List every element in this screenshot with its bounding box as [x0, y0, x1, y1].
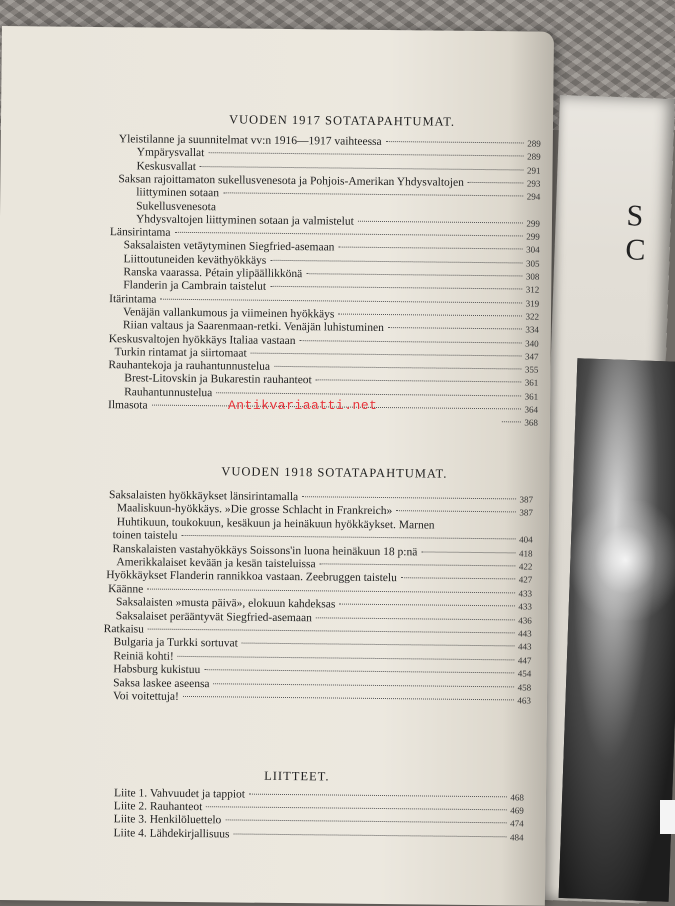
dot-leader [214, 683, 514, 687]
toc-page-number: 484 [509, 831, 524, 843]
toc-entry [498, 417, 538, 430]
toc-entry-title: Saksalaisten »musta päivä», elokuun kahdeksas [115, 596, 336, 611]
toc-page-number: 299 [526, 218, 541, 229]
toc-page-number: 294 [526, 191, 541, 202]
toc-page-number: 319 [525, 298, 540, 309]
toc-entry-title: Voi voitettuja! [112, 690, 179, 703]
toc-entry-title: Ranska vaarassa. Pétain ylipäällikkönä [123, 266, 303, 281]
toc-page-number: 368 [524, 417, 538, 428]
toc-page-number: 436 [518, 615, 532, 626]
toc-page-number: 322 [525, 311, 540, 322]
toc-entry-title: Liite 2. Rauhanteot [113, 800, 203, 814]
dot-leader [339, 604, 514, 607]
toc-entry-title: Yhdysvaltojen liittyminen sotaan ja valmistelut [135, 213, 354, 228]
toc-entry-title: Riian valtaus ja Saarenmaan-retki. Venäjän luhistuminen [122, 319, 384, 335]
toc-entry-title: Liite 1. Vahvuudet ja tappiot [113, 787, 246, 801]
toc-page-number: 469 [510, 805, 524, 816]
toc-entry-title: Turkin rintamat ja siirtomaat [114, 345, 247, 360]
toc-page-number: 291 [526, 165, 541, 176]
toc-page-number: 463 [517, 695, 532, 706]
toc-entry-title: Rauhantunnustelua [124, 385, 213, 399]
toc-page-number: 387 [519, 494, 534, 505]
toc-entry-title: Hyökkäykset Flanderin rannikkoa vastaan. Zeebruggen taistelu [106, 569, 397, 585]
dot-leader [183, 696, 514, 700]
dot-leader [300, 340, 522, 343]
toc-entry-title: Saksalaiset perääntyvät Siegfried-asemaan [115, 609, 312, 624]
toc-page-number: 308 [525, 271, 540, 282]
dot-leader [421, 551, 515, 553]
toc-entry-title: Keskusvaltojen hyökkäys Italiaa vastaan [108, 332, 296, 347]
toc-page-number: 293 [526, 178, 541, 189]
toc-entry-title: Ratkaisu [103, 623, 145, 636]
toc-entry-title: Huhtikuun, toukokuun, kesäkuun ja heinäkuun hyökkäykset. Marnen [116, 516, 435, 532]
toc-entry-title: Yleistilanne ja suunnitelmat vv:n 1916—1917 vaihteessa [118, 133, 382, 148]
dot-leader [147, 588, 514, 593]
toc-page-number: 334 [525, 324, 539, 335]
toc-page-number: 304 [526, 244, 540, 256]
toc-page-number: 418 [518, 548, 533, 559]
toc-page-number: 289 [527, 138, 541, 149]
toc-entry-title: Brest-Litovskin ja Bukarestin rauhanteot [124, 372, 312, 387]
toc-entry-title: Venäjän vallankumous ja viimeinen hyökkäys [122, 306, 335, 321]
toc-page-number: 289 [527, 151, 541, 162]
toc-page-number: 443 [517, 641, 532, 652]
dot-leader [175, 232, 523, 237]
toc-entry-title: Rauhantekoja ja rauhantunnustelua [108, 359, 271, 373]
toc-page-number: 458 [517, 682, 532, 693]
toc-page-number: 474 [510, 818, 524, 829]
toc-entry-title: Liittoutuneiden keväthyökkäys [123, 252, 267, 267]
dot-leader [401, 578, 515, 580]
toc-page-number: 447 [517, 655, 532, 666]
toc-page-number: 422 [518, 561, 533, 572]
toc-entry-title: Liite 4. Lähdekirjallisuus [113, 826, 230, 841]
toc-page-number: 454 [517, 668, 532, 679]
toc-entry-title: Saksa laskee aseensa [113, 676, 210, 690]
dot-leader [388, 327, 521, 329]
dot-leader [216, 392, 520, 396]
toc-entry-title: Ilmasota [107, 399, 148, 412]
toc-entry-title: Flanderin ja Cambrain taistelut [123, 279, 267, 294]
toc-entry-title: Liite 3. Henkilöluettelo [113, 813, 222, 827]
toc-entry-title: Reiniä kohti! [113, 649, 174, 663]
toc-entry-title: Käänne [108, 582, 144, 596]
dot-leader [358, 221, 523, 224]
toc-page-number: 347 [525, 351, 539, 362]
dot-leader [386, 141, 524, 143]
dot-leader [396, 511, 515, 513]
dot-leader [206, 806, 506, 810]
toc-page-number: 305 [525, 258, 540, 269]
toc-entry-title: Amerikkalaiset kevään ja kesän taisteluissa [116, 556, 316, 571]
dot-leader [270, 286, 522, 290]
dot-leader [302, 496, 515, 499]
right-page-photo [559, 358, 675, 902]
dot-leader [316, 617, 514, 620]
toc-page-number: 355 [524, 364, 539, 375]
dot-leader [242, 643, 514, 647]
dot-leader [200, 166, 523, 170]
table-of-contents [0, 26, 554, 906]
toc-entry-title: Keskusvallat [136, 160, 197, 173]
toc-page-number: 340 [525, 337, 539, 349]
toc-page-number: 312 [525, 284, 540, 295]
dot-leader [316, 380, 521, 383]
dot-leader [274, 366, 521, 370]
toc-entry-title: toinen taistelu [112, 529, 178, 543]
dot-leader [204, 669, 513, 673]
dot-leader [148, 629, 514, 634]
dot-leader [233, 833, 506, 837]
section-title: VUODEN 1917 SOTATAPAHTUMAT. [228, 112, 456, 129]
toc-entry-title: Saksalaisten hyökkäykset länsirintamalla [109, 489, 299, 504]
toc-entry-title: Saksalaisten vetäytyminen Siegfried-asemaan [123, 239, 335, 254]
dot-leader [249, 794, 506, 798]
dot-leader [178, 656, 514, 661]
dot-leader [225, 820, 506, 824]
toc-entry-title: Saksan rajoittamaton sukellusvenesota ja Pohjois-Amerikan Yhdysvaltojen [118, 173, 464, 189]
dot-leader [338, 313, 521, 316]
dot-leader [270, 260, 522, 264]
right-page-heading: S C [624, 199, 659, 268]
toc-entry-title: Bulgaria ja Turkki sortuvat [113, 636, 238, 650]
dot-leader [208, 152, 523, 156]
toc-entry-title: Ranskalaisten vastahyökkäys Soissons'in luona heinäkuun 18 p:nä [112, 542, 418, 558]
dot-leader [468, 182, 523, 184]
toc-entry-title: Länsirintama [109, 226, 171, 239]
toc-entry-title: liittyminen sotaan [136, 186, 220, 200]
dot-leader [251, 352, 521, 356]
right-page-white-patch [660, 800, 675, 834]
dot-leader [338, 247, 522, 250]
dot-leader [306, 273, 522, 276]
toc-page-number: 361 [524, 391, 539, 402]
toc-entry-title: Itärintama [109, 292, 157, 306]
toc-page-number: 361 [524, 377, 539, 389]
toc-page-number: 404 [519, 534, 533, 545]
dot-leader [502, 422, 521, 423]
dot-leader [320, 563, 515, 566]
toc-page-number: 433 [518, 588, 533, 599]
watermark-text: Antikvariaatti.net [228, 398, 378, 413]
dot-leader [160, 298, 521, 303]
toc-page-number: 443 [518, 628, 532, 639]
toc-entry-title: Habsburg kukistuu [113, 663, 201, 677]
dot-leader [182, 535, 516, 539]
toc-page-number: 433 [518, 601, 532, 612]
toc-page-number: 468 [510, 792, 525, 803]
toc-entry-title: Sukellusvenesota [136, 199, 217, 213]
toc-page-number: 387 [519, 507, 533, 518]
dot-leader [223, 193, 523, 197]
toc-page-number: 427 [518, 574, 533, 585]
toc-entry-title: Maaliskuun-hyökkäys. »Die grosse Schlacht in Frankreich» [116, 502, 393, 518]
section-title: LIITTEET. [264, 768, 330, 784]
section-title: VUODEN 1918 SOTATAPAHTUMAT. [221, 464, 448, 481]
toc-page-number: 364 [524, 404, 539, 415]
toc-entry-title: Ympärysvallat [136, 146, 205, 160]
toc-page-number: 299 [526, 231, 540, 242]
left-book-page [0, 26, 554, 906]
